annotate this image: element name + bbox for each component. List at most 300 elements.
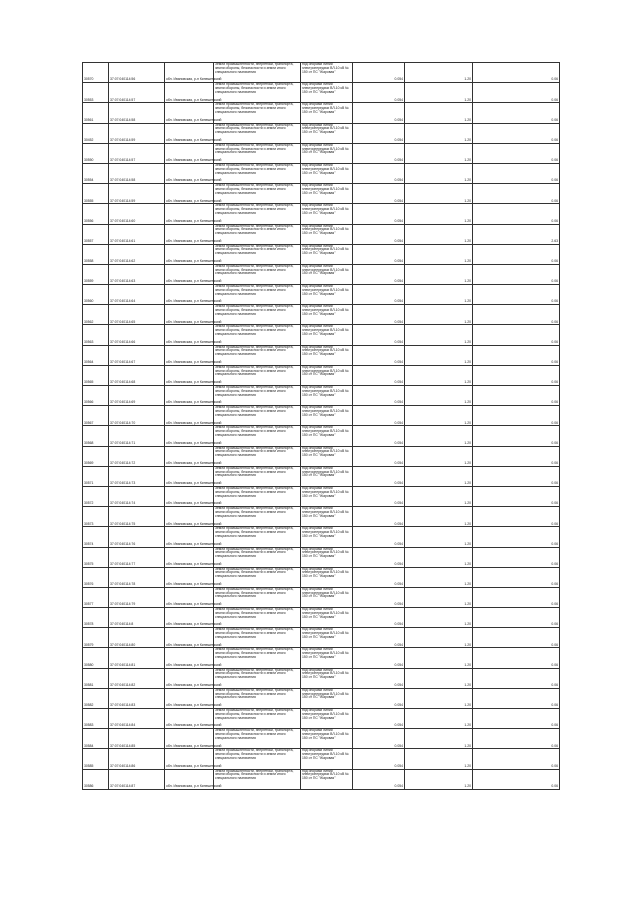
land-category-cell: Земли промышленности, энергетики, транспорта, земли обороны, безопасности и земли иного специального назначения (214, 446, 301, 466)
table-row (83, 648, 560, 668)
row-number: 30550 (83, 143, 109, 163)
table-row (83, 426, 560, 446)
land-category-cell: Земли промышленности, энергетики, транспорта, земли обороны, безопасности и земли иного специального назначения (214, 527, 301, 547)
cadastral-number: 37:07:040114:70 (109, 406, 165, 426)
permitted-use-cell: под опорами линий электропередачи ВЛ-10 кВ № 150 от ПС "Жаровая" (301, 648, 353, 668)
cadastral-number: 37:07:040114:74 (109, 486, 165, 506)
address-cell: обл. Ивановская, р-н Кинешемский (165, 749, 214, 769)
cadastral-number: 37:07:040114:67 (109, 345, 165, 365)
area-cell: 0.054 (353, 386, 405, 406)
area-cell: 0.054 (353, 547, 405, 567)
row-number: 30580 (83, 648, 109, 668)
table-row (83, 163, 560, 183)
cadastral-number: 37:07:040114:58 (109, 103, 165, 123)
table-row (83, 264, 560, 284)
address-cell: обл. Ивановская, р-н Кинешемский (165, 305, 214, 325)
cadastral-number: 37:07:040114:76 (109, 527, 165, 547)
row-number: 30579 (83, 628, 109, 648)
rate-cell: 1.20 (405, 446, 473, 466)
cadastral-number: 37:07:040114:84 (109, 709, 165, 729)
area-cell: 0.054 (353, 305, 405, 325)
cadastral-number: 37:07:040114:58 (109, 163, 165, 183)
table-row (83, 608, 560, 628)
table-body (83, 63, 560, 790)
value-cell: 0.06 (473, 527, 560, 547)
land-category-cell: Земли промышленности, энергетики, транспорта, земли обороны, безопасности и земли иного специального назначения (214, 406, 301, 426)
rate-cell: 1.20 (405, 648, 473, 668)
area-cell: 0.054 (353, 486, 405, 506)
rate-cell: 1.20 (405, 547, 473, 567)
value-cell: 0.06 (473, 466, 560, 486)
value-cell: 0.06 (473, 184, 560, 204)
value-cell: 0.06 (473, 345, 560, 365)
land-category-cell: Земли промышленности, энергетики, транспорта, земли обороны, безопасности и земли иного специального назначения (214, 507, 301, 527)
table-row (83, 83, 560, 103)
area-cell: 0.054 (353, 103, 405, 123)
area-cell: 0.054 (353, 688, 405, 708)
rate-cell: 1.20 (405, 426, 473, 446)
land-category-cell: Земли промышленности, энергетики, транспорта, земли обороны, безопасности и земли иного специального назначения (214, 224, 301, 244)
address-cell: обл. Ивановская, р-н Кинешемский (165, 63, 214, 83)
value-cell: 0.06 (473, 608, 560, 628)
cadastral-number: 37:07:040114:80 (109, 628, 165, 648)
land-category-cell: Земли промышленности, энергетики, транспорта, земли обороны, безопасности и земли иного специального назначения (214, 365, 301, 385)
row-number: 30571 (83, 466, 109, 486)
land-category-cell: Земли промышленности, энергетики, транспорта, земли обороны, безопасности и земли иного специального назначения (214, 567, 301, 587)
cadastral-number: 37:07:040114:75 (109, 507, 165, 527)
row-number: 30560 (83, 285, 109, 305)
permitted-use-cell: под опорами линий электропередачи ВЛ-10 кВ № 150 от ПС "Жаровая" (301, 386, 353, 406)
address-cell: обл. Ивановская, р-н Кинешемский (165, 365, 214, 385)
address-cell: обл. Ивановская, р-н Кинешемский (165, 406, 214, 426)
address-cell: обл. Ивановская, р-н Кинешемский (165, 547, 214, 567)
area-cell: 0.054 (353, 244, 405, 264)
cadastral-number: 37:07:040114:56 (109, 63, 165, 83)
table-row (83, 305, 560, 325)
land-category-cell: Земли промышленности, энергетики, транспорта, земли обороны, безопасности и земли иного специального назначения (214, 103, 301, 123)
table-row (83, 204, 560, 224)
land-category-cell: Земли промышленности, энергетики, транспорта, земли обороны, безопасности и земли иного специального назначения (214, 143, 301, 163)
area-cell: 0.054 (353, 345, 405, 365)
table-row (83, 446, 560, 466)
address-cell: обл. Ивановская, р-н Кинешемский (165, 264, 214, 284)
value-cell: 0.06 (473, 648, 560, 668)
value-cell: 0.06 (473, 486, 560, 506)
cadastral-number: 37:07:040114:60 (109, 204, 165, 224)
area-cell: 0.054 (353, 426, 405, 446)
table-row (83, 709, 560, 729)
address-cell: обл. Ивановская, р-н Кинешемский (165, 83, 214, 103)
address-cell: обл. Ивановская, р-н Кинешемский (165, 648, 214, 668)
permitted-use-cell: под опорами линий электропередачи ВЛ-10 кВ № 150 от ПС "Жаровая" (301, 567, 353, 587)
permitted-use-cell: под опорами линий электропередачи ВЛ-10 кВ № 150 от ПС "Жаровая" (301, 163, 353, 183)
row-number: 30563 (83, 325, 109, 345)
table-row (83, 668, 560, 688)
row-number: 30583 (83, 709, 109, 729)
permitted-use-cell: под опорами линий электропередачи ВЛ-10 кВ № 150 от ПС "Жаровая" (301, 305, 353, 325)
permitted-use-cell: под опорами линий электропередачи ВЛ-10 кВ № 150 от ПС "Жаровая" (301, 224, 353, 244)
value-cell: 0.06 (473, 264, 560, 284)
table-row (83, 527, 560, 547)
rate-cell: 1.20 (405, 264, 473, 284)
permitted-use-cell: под опорами линий электропередачи ВЛ-10 кВ № 150 от ПС "Жаровая" (301, 264, 353, 284)
address-cell: обл. Ивановская, р-н Кинешемский (165, 345, 214, 365)
row-number: 30562 (83, 305, 109, 325)
address-cell: обл. Ивановская, р-н Кинешемский (165, 204, 214, 224)
address-cell: обл. Ивановская, р-н Кинешемский (165, 244, 214, 264)
rate-cell: 1.20 (405, 769, 473, 789)
rate-cell: 1.20 (405, 143, 473, 163)
rate-cell: 1.20 (405, 749, 473, 769)
permitted-use-cell: под опорами линий электропередачи ВЛ-10 кВ № 150 от ПС "Жаровая" (301, 244, 353, 264)
rate-cell: 1.20 (405, 163, 473, 183)
area-cell: 0.054 (353, 285, 405, 305)
table-row (83, 547, 560, 567)
rate-cell: 1.20 (405, 406, 473, 426)
row-number: 30568 (83, 426, 109, 446)
row-number: 30576 (83, 567, 109, 587)
table-row (83, 184, 560, 204)
row-number: 30581 (83, 668, 109, 688)
value-cell: 0.06 (473, 163, 560, 183)
permitted-use-cell: под опорами линий электропередачи ВЛ-10 кВ № 150 от ПС "Жаровая" (301, 446, 353, 466)
rate-cell: 1.20 (405, 244, 473, 264)
permitted-use-cell: под опорами линий электропередачи ВЛ-10 кВ № 150 от ПС "Жаровая" (301, 204, 353, 224)
cadastral-number: 37:07:040114:77 (109, 547, 165, 567)
rate-cell: 1.20 (405, 729, 473, 749)
permitted-use-cell: под опорами линий электропередачи ВЛ-10 кВ № 150 от ПС "Жаровая" (301, 668, 353, 688)
address-cell: обл. Ивановская, р-н Кинешемский (165, 527, 214, 547)
row-number: 30572 (83, 486, 109, 506)
land-category-cell: Земли промышленности, энергетики, транспорта, земли обороны, безопасности и земли иного специального назначения (214, 244, 301, 264)
permitted-use-cell: под опорами линий электропередачи ВЛ-10 кВ № 150 от ПС "Жаровая" (301, 63, 353, 83)
area-cell: 0.054 (353, 163, 405, 183)
address-cell: обл. Ивановская, р-н Кинешемский (165, 668, 214, 688)
area-cell: 0.054 (353, 365, 405, 385)
land-category-cell: Земли промышленности, энергетики, транспорта, земли обороны, безопасности и земли иного специального назначения (214, 63, 301, 83)
row-number: 30558 (83, 244, 109, 264)
permitted-use-cell: под опорами линий электропередачи ВЛ-10 кВ № 150 от ПС "Жаровая" (301, 587, 353, 607)
area-cell: 0.054 (353, 446, 405, 466)
permitted-use-cell: под опорами линий электропередачи ВЛ-10 кВ № 150 от ПС "Жаровая" (301, 83, 353, 103)
address-cell: обл. Ивановская, р-н Кинешемский (165, 103, 214, 123)
land-category-cell: Земли промышленности, энергетики, транспорта, земли обороны, безопасности и земли иного специального назначения (214, 709, 301, 729)
area-cell: 0.054 (353, 63, 405, 83)
value-cell: 0.06 (473, 285, 560, 305)
table-row (83, 486, 560, 506)
table-row (83, 688, 560, 708)
land-category-cell: Земли промышленности, энергетики, транспорта, земли обороны, безопасности и земли иного специального назначения (214, 204, 301, 224)
table-row (83, 587, 560, 607)
area-cell: 0.054 (353, 527, 405, 547)
row-number: 30584 (83, 729, 109, 749)
table-row (83, 406, 560, 426)
table-row (83, 244, 560, 264)
rate-cell: 1.20 (405, 567, 473, 587)
permitted-use-cell: под опорами линий электропередачи ВЛ-10 кВ № 150 от ПС "Жаровая" (301, 426, 353, 446)
land-category-cell: Земли промышленности, энергетики, транспорта, земли обороны, безопасности и земли иного специального назначения (214, 769, 301, 789)
area-cell: 0.054 (353, 668, 405, 688)
address-cell: обл. Ивановская, р-н Кинешемский (165, 567, 214, 587)
value-cell: 0.06 (473, 507, 560, 527)
area-cell: 0.054 (353, 608, 405, 628)
row-number: 30565 (83, 365, 109, 385)
rate-cell: 1.20 (405, 83, 473, 103)
address-cell: обл. Ивановская, р-н Кинешемский (165, 386, 214, 406)
area-cell: 0.054 (353, 224, 405, 244)
row-number: 30582 (83, 688, 109, 708)
rate-cell: 1.20 (405, 123, 473, 143)
land-category-cell: Земли промышленности, энергетики, транспорта, земли обороны, безопасности и земли иного специального назначения (214, 688, 301, 708)
address-cell: обл. Ивановская, р-н Кинешемский (165, 285, 214, 305)
table-row (83, 507, 560, 527)
table-row (83, 123, 560, 143)
address-cell: обл. Ивановская, р-н Кинешемский (165, 587, 214, 607)
rate-cell: 1.20 (405, 608, 473, 628)
value-cell: 0.06 (473, 123, 560, 143)
row-number: 30578 (83, 608, 109, 628)
value-cell: 0.06 (473, 63, 560, 83)
value-cell: 0.06 (473, 426, 560, 446)
permitted-use-cell: под опорами линий электропередачи ВЛ-10 кВ № 150 от ПС "Жаровая" (301, 628, 353, 648)
address-cell: обл. Ивановская, р-н Кинешемский (165, 143, 214, 163)
permitted-use-cell: под опорами линий электропередачи ВЛ-10 кВ № 150 от ПС "Жаровая" (301, 729, 353, 749)
rate-cell: 1.20 (405, 305, 473, 325)
value-cell: 0.06 (473, 365, 560, 385)
cadastral-number: 37:07:040114:69 (109, 386, 165, 406)
land-category-cell: Земли промышленности, энергетики, транспорта, земли обороны, безопасности и земли иного специального назначения (214, 345, 301, 365)
rate-cell: 1.20 (405, 507, 473, 527)
area-cell: 0.054 (353, 204, 405, 224)
row-number: 30574 (83, 527, 109, 547)
address-cell: обл. Ивановская, р-н Кинешемский (165, 163, 214, 183)
cadastral-number: 37:07:040114:66 (109, 325, 165, 345)
table-row (83, 103, 560, 123)
value-cell: 0.06 (473, 204, 560, 224)
table-row (83, 466, 560, 486)
address-cell: обл. Ивановская, р-н Кинешемский (165, 325, 214, 345)
permitted-use-cell: под опорами линий электропередачи ВЛ-10 кВ № 150 от ПС "Жаровая" (301, 406, 353, 426)
land-category-cell: Земли промышленности, энергетики, транспорта, земли обороны, безопасности и земли иного специального назначения (214, 608, 301, 628)
row-number: 30564 (83, 345, 109, 365)
area-cell: 0.054 (353, 143, 405, 163)
permitted-use-cell: под опорами линий электропередачи ВЛ-10 кВ № 150 от ПС "Жаровая" (301, 143, 353, 163)
cadastral-number: 37:07:040114:86 (109, 749, 165, 769)
permitted-use-cell: под опорами линий электропередачи ВЛ-10 кВ № 150 от ПС "Жаровая" (301, 345, 353, 365)
value-cell: 0.06 (473, 406, 560, 426)
rate-cell: 1.20 (405, 204, 473, 224)
permitted-use-cell: под опорами линий электропередачи ВЛ-10 кВ № 150 от ПС "Жаровая" (301, 285, 353, 305)
address-cell: обл. Ивановская, р-н Кинешемский (165, 446, 214, 466)
land-plot-table (82, 62, 560, 790)
rate-cell: 1.20 (405, 285, 473, 305)
area-cell: 0.054 (353, 567, 405, 587)
rate-cell: 1.20 (405, 486, 473, 506)
table-row (83, 143, 560, 163)
cadastral-number: 37:07:040114:57 (109, 143, 165, 163)
rate-cell: 1.20 (405, 224, 473, 244)
cadastral-number: 37:07:040114:68 (109, 365, 165, 385)
value-cell: 0.06 (473, 143, 560, 163)
address-cell: обл. Ивановская, р-н Кинешемский (165, 628, 214, 648)
row-number: 30585 (83, 749, 109, 769)
table-row (83, 567, 560, 587)
area-cell: 0.054 (353, 184, 405, 204)
value-cell: 0.06 (473, 688, 560, 708)
area-cell: 0.054 (353, 83, 405, 103)
cadastral-number: 37:07:040114:57 (109, 83, 165, 103)
value-cell: 0.06 (473, 83, 560, 103)
address-cell: обл. Ивановская, р-н Кинешемский (165, 486, 214, 506)
area-cell: 0.054 (353, 325, 405, 345)
permitted-use-cell: под опорами линий электропередачи ВЛ-10 кВ № 150 от ПС "Жаровая" (301, 466, 353, 486)
row-number: 30586 (83, 769, 109, 789)
area-cell: 0.054 (353, 628, 405, 648)
value-cell: 0.06 (473, 729, 560, 749)
cadastral-number: 37:07:040114:59 (109, 123, 165, 143)
value-cell: 0.06 (473, 628, 560, 648)
address-cell: обл. Ивановская, р-н Кинешемский (165, 426, 214, 446)
value-cell: 0.06 (473, 567, 560, 587)
rate-cell: 1.20 (405, 386, 473, 406)
land-category-cell: Земли промышленности, энергетики, транспорта, земли обороны, безопасности и земли иного специального назначения (214, 305, 301, 325)
land-category-cell: Земли промышленности, энергетики, транспорта, земли обороны, безопасности и земли иного специального назначения (214, 466, 301, 486)
row-number: 30556 (83, 204, 109, 224)
rate-cell: 1.20 (405, 365, 473, 385)
cadastral-number: 37:07:040114:78 (109, 567, 165, 587)
rate-cell: 1.20 (405, 63, 473, 83)
cadastral-number: 37:07:040114:81 (109, 648, 165, 668)
land-category-cell: Земли промышленности, энергетики, транспорта, земли обороны, безопасности и земли иного специального назначения (214, 123, 301, 143)
area-cell: 0.054 (353, 709, 405, 729)
table-row (83, 285, 560, 305)
permitted-use-cell: под опорами линий электропередачи ВЛ-10 кВ № 150 от ПС "Жаровая" (301, 486, 353, 506)
cadastral-number: 37:07:040114:59 (109, 184, 165, 204)
row-number: 30557 (83, 224, 109, 244)
rate-cell: 1.20 (405, 668, 473, 688)
row-number: 30553 (83, 83, 109, 103)
area-cell: 0.054 (353, 507, 405, 527)
address-cell: обл. Ивановская, р-н Кинешемский (165, 729, 214, 749)
permitted-use-cell: под опорами линий электропередачи ВЛ-10 кВ № 150 от ПС "Жаровая" (301, 365, 353, 385)
address-cell: обл. Ивановская, р-н Кинешемский (165, 608, 214, 628)
area-cell: 0.054 (353, 466, 405, 486)
rate-cell: 1.20 (405, 527, 473, 547)
row-number: 30577 (83, 587, 109, 607)
area-cell: 0.054 (353, 749, 405, 769)
address-cell: обл. Ивановская, р-н Кинешемский (165, 184, 214, 204)
table-row (83, 729, 560, 749)
value-cell: 0.06 (473, 305, 560, 325)
value-cell: 0.06 (473, 769, 560, 789)
land-category-cell: Земли промышленности, энергетики, транспорта, земли обороны, безопасности и земли иного специального назначения (214, 163, 301, 183)
row-number: 30570 (83, 63, 109, 83)
table-row (83, 769, 560, 789)
permitted-use-cell: под опорами линий электропередачи ВЛ-10 кВ № 150 от ПС "Жаровая" (301, 608, 353, 628)
area-cell: 0.054 (353, 264, 405, 284)
row-number: 30575 (83, 547, 109, 567)
land-category-cell: Земли промышленности, энергетики, транспорта, земли обороны, безопасности и земли иного специального назначения (214, 386, 301, 406)
cadastral-number: 37:07:040114:63 (109, 264, 165, 284)
table-row (83, 749, 560, 769)
register-sheet (82, 62, 560, 790)
rate-cell: 1.20 (405, 103, 473, 123)
cadastral-number: 37:07:040114:87 (109, 769, 165, 789)
table-row (83, 224, 560, 244)
cadastral-number: 37:07:040114:79 (109, 587, 165, 607)
land-category-cell: Земли промышленности, энергетики, транспорта, земли обороны, безопасности и земли иного специального назначения (214, 729, 301, 749)
value-cell: 0.06 (473, 386, 560, 406)
address-cell: обл. Ивановская, р-н Кинешемский (165, 123, 214, 143)
value-cell: 0.06 (473, 709, 560, 729)
permitted-use-cell: под опорами линий электропередачи ВЛ-10 кВ № 150 от ПС "Жаровая" (301, 123, 353, 143)
value-cell: 0.06 (473, 668, 560, 688)
rate-cell: 1.20 (405, 345, 473, 365)
land-category-cell: Земли промышленности, энергетики, транспорта, земли обороны, безопасности и земли иного специального назначения (214, 547, 301, 567)
cadastral-number: 37:07:040114:64 (109, 285, 165, 305)
cadastral-number: 37:07:040114:65 (109, 305, 165, 325)
value-cell: 0.06 (473, 103, 560, 123)
table-row (83, 63, 560, 83)
land-category-cell: Земли промышленности, энергетики, транспорта, земли обороны, безопасности и земли иного специального назначения (214, 325, 301, 345)
value-cell: 0.06 (473, 325, 560, 345)
rate-cell: 1.20 (405, 709, 473, 729)
value-cell: 0.06 (473, 587, 560, 607)
value-cell: 0.06 (473, 244, 560, 264)
permitted-use-cell: под опорами линий электропередачи ВЛ-10 кВ № 150 от ПС "Жаровая" (301, 688, 353, 708)
permitted-use-cell: под опорами линий электропередачи ВЛ-10 кВ № 150 от ПС "Жаровая" (301, 769, 353, 789)
land-category-cell: Земли промышленности, энергетики, транспорта, земли обороны, безопасности и земли иного специального назначения (214, 426, 301, 446)
rate-cell: 1.20 (405, 325, 473, 345)
cadastral-number: 37:07:040114:85 (109, 729, 165, 749)
address-cell: обл. Ивановская, р-н Кинешемский (165, 224, 214, 244)
land-category-cell: Земли промышленности, энергетики, транспорта, земли обороны, безопасности и земли иного специального назначения (214, 648, 301, 668)
land-category-cell: Земли промышленности, энергетики, транспорта, земли обороны, безопасности и земли иного специального назначения (214, 83, 301, 103)
land-category-cell: Земли промышленности, энергетики, транспорта, земли обороны, безопасности и земли иного специального назначения (214, 668, 301, 688)
permitted-use-cell: под опорами линий электропередачи ВЛ-10 кВ № 150 от ПС "Жаровая" (301, 749, 353, 769)
permitted-use-cell: под опорами линий электропередачи ВЛ-10 кВ № 150 от ПС "Жаровая" (301, 325, 353, 345)
rate-cell: 1.20 (405, 466, 473, 486)
cadastral-number: 37:07:040114:61 (109, 224, 165, 244)
rate-cell: 1.20 (405, 688, 473, 708)
cadastral-number: 37:07:040114:62 (109, 244, 165, 264)
area-cell: 0.054 (353, 729, 405, 749)
land-category-cell: Земли промышленности, энергетики, транспорта, земли обороны, безопасности и земли иного специального назначения (214, 628, 301, 648)
address-cell: обл. Ивановская, р-н Кинешемский (165, 769, 214, 789)
value-cell: 0.06 (473, 749, 560, 769)
land-category-cell: Земли промышленности, энергетики, транспорта, земли обороны, безопасности и земли иного специального назначения (214, 285, 301, 305)
address-cell: обл. Ивановская, р-н Кинешемский (165, 688, 214, 708)
table-row (83, 325, 560, 345)
table-row (83, 345, 560, 365)
area-cell: 0.054 (353, 769, 405, 789)
row-number: 30566 (83, 386, 109, 406)
area-cell: 0.054 (353, 406, 405, 426)
land-category-cell: Земли промышленности, энергетики, транспорта, земли обороны, безопасности и земли иного специального назначения (214, 486, 301, 506)
permitted-use-cell: под опорами линий электропередачи ВЛ-10 кВ № 150 от ПС "Жаровая" (301, 103, 353, 123)
rate-cell: 1.20 (405, 628, 473, 648)
land-category-cell: Земли промышленности, энергетики, транспорта, земли обороны, безопасности и земли иного специального назначения (214, 184, 301, 204)
cadastral-number: 37:07:040114:73 (109, 466, 165, 486)
row-number: 30573 (83, 507, 109, 527)
permitted-use-cell: под опорами линий электропередачи ВЛ-10 кВ № 150 от ПС "Жаровая" (301, 507, 353, 527)
permitted-use-cell: под опорами линий электропередачи ВЛ-10 кВ № 150 от ПС "Жаровая" (301, 527, 353, 547)
row-number: 30554 (83, 163, 109, 183)
address-cell: обл. Ивановская, р-н Кинешемский (165, 507, 214, 527)
row-number: 30452 (83, 123, 109, 143)
table-row (83, 628, 560, 648)
permitted-use-cell: под опорами линий электропередачи ВЛ-10 кВ № 150 от ПС "Жаровая" (301, 709, 353, 729)
